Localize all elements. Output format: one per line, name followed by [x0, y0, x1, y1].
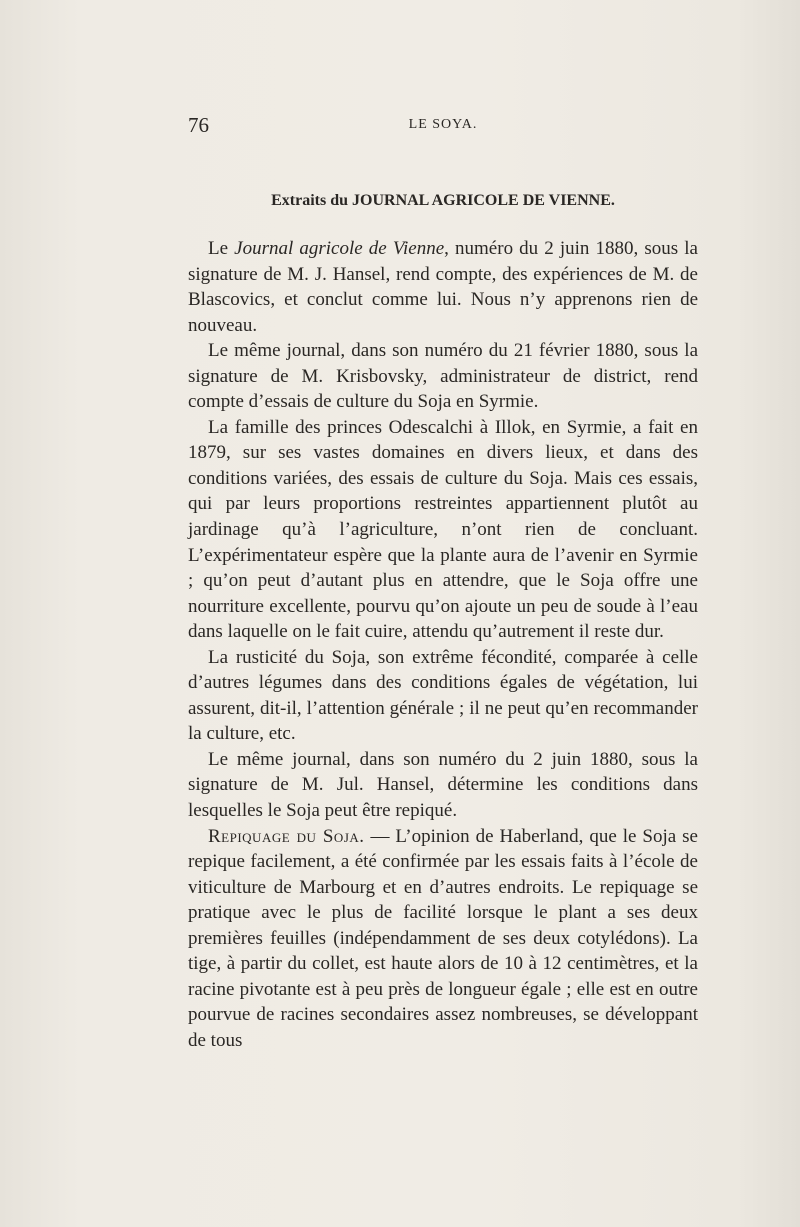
paragraph-5: Le même journal, dans son numéro du 2 juin 1880, sous la signature de M. Jul. Hansel, détermine les conditions dans lesquelles le Soja peut être repiqué.: [188, 748, 698, 822]
paragraph-6-text: — L’opinion de Haberland, que le Soja se repique facilement, a été confirmée par les essais faits à l’école de viticulture de Marbourg et en d’autres endroits. Le repiquage se pratique avec le plus de facilité lorsque le plant a ses deux premières feuilles (indépendamment de ses deux cotylédons). La tige, à partir du collet, est haute alors de 10 à 12 centimètres, et la racine pivotante est à peu près de longueur égale ; elle est en outre pourvue de racines secondaires assez nombreuses, se développant de tous: [188, 825, 698, 1051]
running-title: LE SOYA.: [408, 117, 478, 132]
paragraph-6: [188, 824, 698, 1054]
section-title: Extraits du JOURNAL AGRICOLE DE VIENNE.: [271, 192, 615, 209]
page-header: [188, 113, 698, 143]
page-number: 76: [188, 113, 209, 137]
paragraph-4: La rusticité du Soja, son extrême fécondité, comparée à celle d’autres légumes dans des conditions égales de végétation, lui assurent, dit-il, l’attention générale ; il ne peut qu’en recommander la culture, etc.: [188, 646, 698, 745]
journal-name: Journal agricole de Vienne: [234, 238, 445, 259]
paragraph-1-prefix: Le: [208, 238, 235, 259]
paragraph-1: [188, 236, 698, 338]
body-text: [188, 236, 698, 1054]
paragraph-6-lead: Repiquage du Soja.: [208, 825, 365, 847]
paragraph-3: La famille des princes Odescalchi à Illok, en Syrmie, a fait en 1879, sur ses vastes domaines en divers lieux, et dans des conditions variées, des essais de culture du Soja. Mais ces essais, qui par leurs proportions restreintes appartiennent plutôt au jardinage qu’à l’agriculture, n’ont rien de concluant. L’expérimentateur espère que la plante aura de l’avenir en Syrmie ; qu’on peut d’autant plus en attendre, que le Soja offre une nourriture excellente, pourvu qu’on ajoute un peu de soude à l’eau dans laquelle on le fait cuire, attendu qu’autrement il reste dur.: [188, 416, 698, 643]
paragraph-1-text: , numéro du 2 juin 1880, sous la signature de M. J. Hansel, rend compte, des expériences de M. de Blascovics, et conclut comme lui. Nous n’y apprenons rien de nouveau.: [188, 238, 698, 336]
paragraph-2: Le même journal, dans son numéro du 21 février 1880, sous la signature de M. Krisbovsky, administrateur de district, rend compte d’essais de culture du Soja en Syrmie.: [188, 340, 698, 413]
